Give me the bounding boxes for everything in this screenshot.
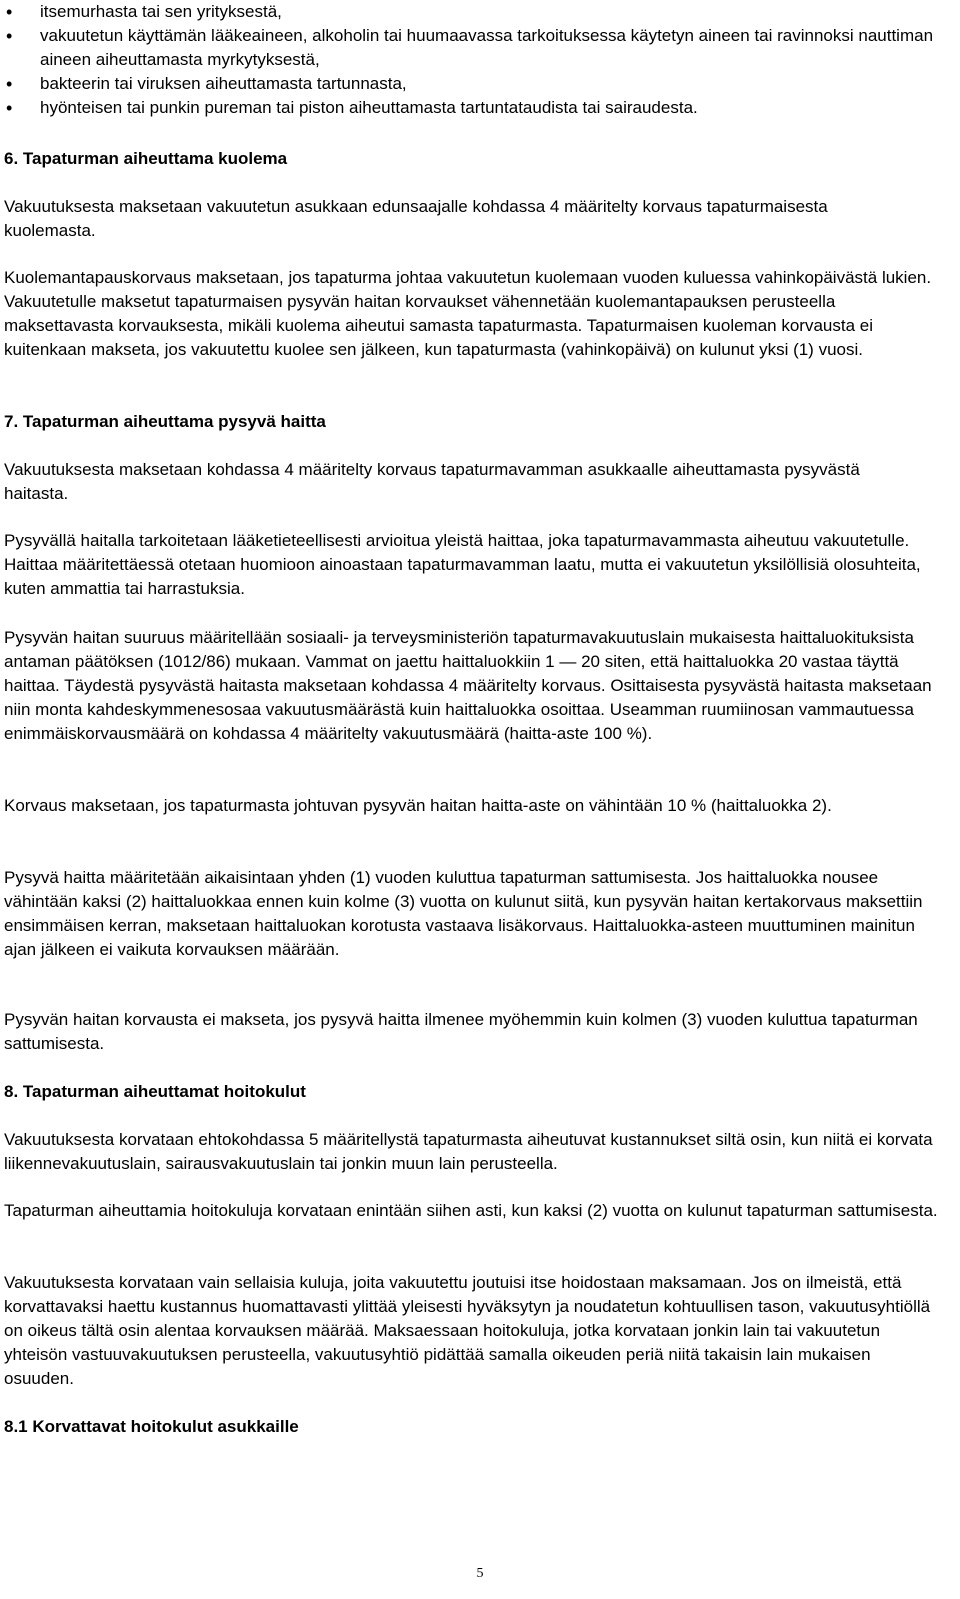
- section-8-heading: 8. Tapaturman aiheuttamat hoitokulut: [4, 1082, 306, 1101]
- page-number: 5: [476, 1566, 484, 1581]
- section-6-paragraph: Kuolemantapauskorvaus maksetaan, jos tapaturma johtaa vakuutetun kuolemaan vuoden kuluessa vahinkopäivästä lukien. Vakuutetulle maksetut tapaturmaisen pysyvän haitan korvaukset vähennetään kuolemantapauksen perusteella maksettavasta korvauksesta, mikäli kuolema aiheutui samasta tapaturmasta. Tapaturmaisen kuoleman korvausta ei kuitenkaan makseta, jos vakuutettu kuolee sen jälkeen, kun tapaturmasta (vahinkopäivä) on kulunut yksi (1) vuosi.: [4, 268, 932, 359]
- list-item: • vakuutetun käyttämän lääkeaineen, alkoholin tai huumaavassa tarkoituksessa käytetyn aineen tai ravinnoksi nauttiman aineen aiheuttamasta myrkytyksestä,: [4, 24, 944, 72]
- section-7-paragraph: Vakuutuksesta maksetaan kohdassa 4 määritelty korvaus tapaturmavamman asukkaalle aiheuttamasta pysyvästä haitasta.: [4, 460, 860, 503]
- list-item: • bakteerin tai viruksen aiheuttamasta tartunnasta,: [4, 72, 944, 96]
- section-7-paragraph: Pysyvän haitan suuruus määritellään sosiaali- ja terveysministeriön tapaturmavakuutuslain mukaisesta haittaluokituksista antaman päätöksen (1012/86) mukaan. Vammat on jaettu haittaluokkiin 1 — 20 siten, että haittaluokka 20 vastaa täyttä haittaa. Täydestä pysyvästä haitasta maksetaan kohdassa 4 määritelty korvaus. Osittaisesta pysyvästä haitasta maksetaan niin monta kahdeskymmenesosaa vakuutusmäärästä kuin haittaluokka osoittaa. Useamman ruumiinosan vammautuessa enimmäiskorvausmäärä on kohdassa 4 määritelty vakuutusmäärä (haitta-aste 100 %).: [4, 628, 932, 743]
- section-7-paragraph: Korvaus maksetaan, jos tapaturmasta johtuvan pysyvän haitan haitta-aste on vähintään 10 % (haittaluokka 2).: [4, 796, 832, 815]
- list-item: • hyönteisen tai punkin pureman tai piston aiheuttamasta tartuntataudista tai sairaudesta.: [4, 96, 944, 120]
- bullet-list: [4, 0, 944, 120]
- section-7-paragraph: Pysyvä haitta määritetään aikaisintaan yhden (1) vuoden kuluttua tapaturman sattumisesta. Jos haittaluokka nousee vähintään kaksi (2) haittaluokkaa ennen kuin kolme (3) vuotta on kulunut siitä, kun pysyvän haitan kertakorvaus maksettiin ensimmäisen kerran, maksetaan haittaluokan korotusta vastaava lisäkorvaus. Haittaluokka-asteen muuttuminen mainitun ajan jälkeen ei vaikuta korvauksen määrään.: [4, 868, 923, 959]
- section-8-paragraph: Vakuutuksesta korvataan ehtokohdassa 5 määritellystä tapaturmasta aiheutuvat kustannukset siltä osin, kun niitä ei korvata liikennevakuutuslain, sairausvakuutuslain tai jonkin muun lain perusteella.: [4, 1130, 933, 1173]
- section-6-heading: 6. Tapaturman aiheuttama kuolema: [4, 149, 288, 168]
- section-8-paragraph: Vakuutuksesta korvataan vain sellaisia kuluja, joita vakuutettu joutuisi itse hoidostaan maksamaan. Jos on ilmeistä, että korvattavaksi haettu kustannus huomattavasti ylittää yleisesti hyväksytyn ja noudatetun kohtuullisen tason, vakuutusyhtiöllä on oikeus tältä osin alentaa korvauksen määrää. Maksaessaan hoitokuluja, jotka korvataan jonkin lain tai vakuutetun yhteisön vastuuvakuutuksen perusteella, vakuutusyhtiö pidättää samalla oikeuden periä niitä takaisin lain mukaisen osuuden.: [4, 1273, 931, 1388]
- section-6-paragraph: Vakuutuksesta maksetaan vakuutetun asukkaan edunsaajalle kohdassa 4 määritelty korvaus tapaturmaisesta kuolemasta.: [4, 197, 828, 240]
- section-7-heading: 7. Tapaturman aiheuttama pysyvä haitta: [4, 412, 326, 431]
- section-7-paragraph: Pysyvän haitan korvausta ei makseta, jos pysyvä haitta ilmenee myöhemmin kuin kolmen (3) vuoden kuluttua tapaturman sattumisesta.: [4, 1010, 918, 1053]
- section-8-paragraph: Tapaturman aiheuttamia hoitokuluja korvataan enintään siihen asti, kun kaksi (2) vuotta on kulunut tapaturman sattumisesta.: [4, 1201, 938, 1220]
- section-7-paragraph: Pysyvällä haitalla tarkoitetaan lääketieteellisesti arvioitua yleistä haittaa, joka tapaturmavammasta aiheutuu vakuutetulle. Haittaa määritettäessä otetaan huomioon ainoastaan tapaturmavamman laatu, mutta ei vakuutetun yksilöllisiä olosuhteita, kuten ammattia tai harrastuksia.: [4, 531, 921, 598]
- section-8-1-heading: 8.1 Korvattavat hoitokulut asukkaille: [4, 1417, 299, 1436]
- list-item: • itsemurhasta tai sen yrityksestä,: [4, 0, 944, 24]
